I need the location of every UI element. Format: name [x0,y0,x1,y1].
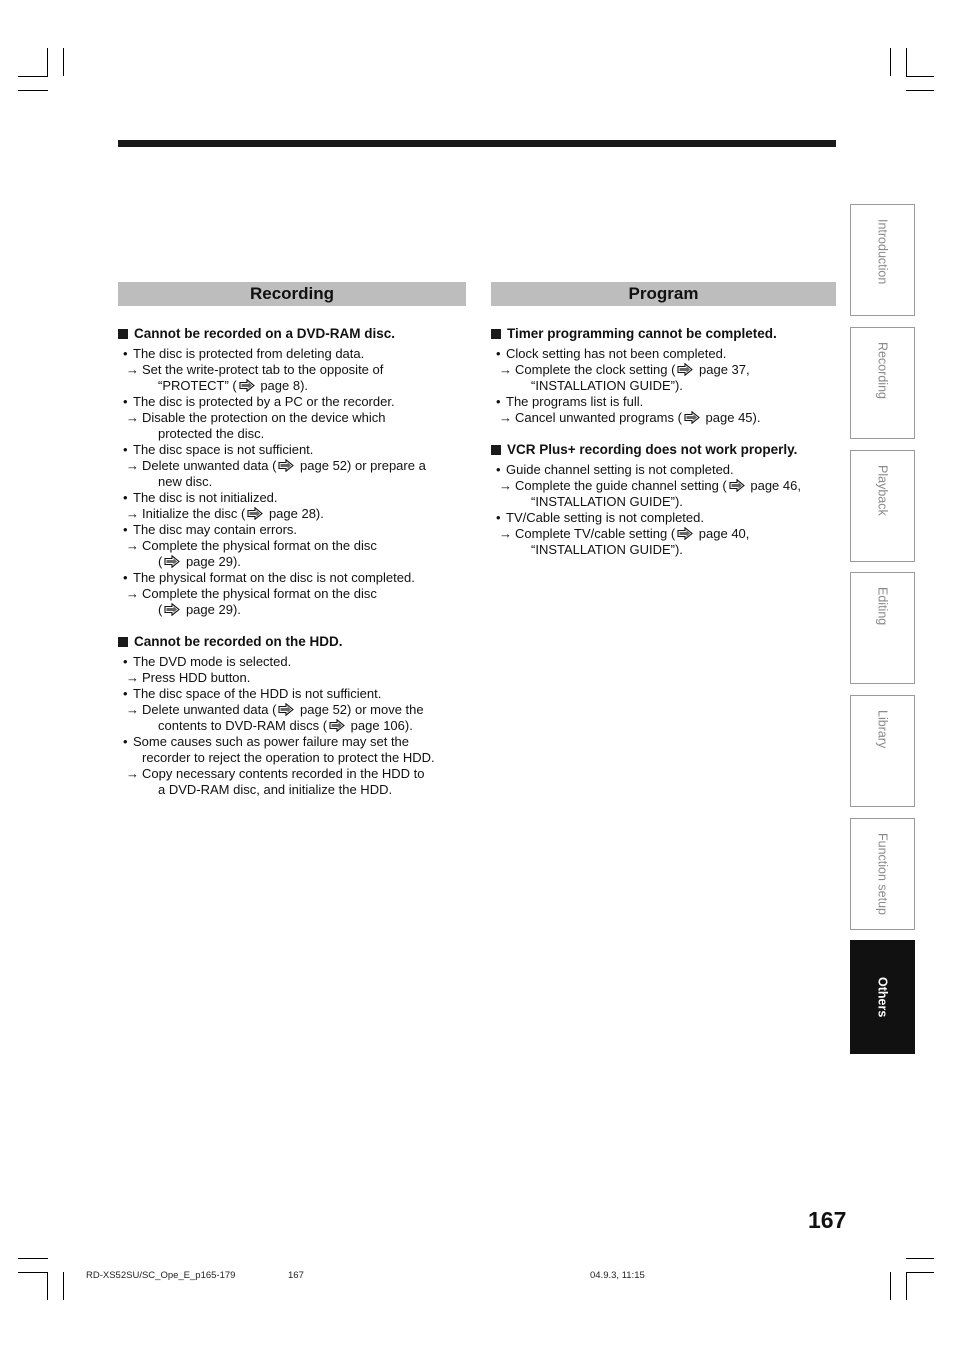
solution-line: “INSTALLATION GUIDE”). [531,542,683,557]
crop-mark [47,1272,48,1300]
tab-others[interactable] [850,940,915,1054]
crop-mark [890,48,891,76]
square-bullet-icon [118,637,128,647]
page-reference-arrow-icon [247,507,263,520]
solution-line: → Delete unwanted data ( page 52) or prepare a [126,458,426,473]
solution-line: protected the disc. [158,426,265,441]
page-reference-arrow-icon [677,527,693,540]
page-reference-arrow-icon [684,411,700,424]
solution-line: → Complete the physical format on the disc [126,538,377,553]
page-number: 167 [808,1207,847,1233]
right-arrow-icon: → [499,362,512,377]
list-item: • The disc space of the HDD is not sufficient. [118,686,468,702]
page-reference-arrow-icon [239,379,255,392]
list-item: • The programs list is full. [491,394,836,410]
page-reference-arrow-icon [278,459,294,472]
list-item-continuation: recorder to reject the operation to protect the HDD. [142,750,435,765]
tab-recording[interactable] [850,327,915,439]
solution-line: → Delete unwanted data ( page 52) or move the [126,702,424,717]
right-arrow-icon: → [126,506,139,521]
list-item: • The disc may contain errors. [118,522,468,538]
list-item: • The disc is not initialized. [118,490,468,506]
solution-line: contents to DVD-RAM discs ( page 106). [158,718,413,733]
list-item: • The physical format on the disc is not completed. [118,570,468,586]
crop-mark [18,90,48,91]
crop-mark [63,1272,64,1300]
solution-line: a DVD-RAM disc, and initialize the HDD. [158,782,393,797]
list-item: • The disc is protected by a PC or the recorder. [118,394,468,410]
section-title: VCR Plus+ recording does not work properly. [491,442,836,458]
page-reference-arrow-icon [729,479,745,492]
solution-line: “PROTECT” ( page 8). [158,378,309,393]
tab-function-setup[interactable] [850,818,915,930]
recording-heading: Recording [118,282,466,306]
right-arrow-icon: → [126,410,139,425]
crop-mark [18,1258,48,1259]
tab-label: Recording [875,342,890,399]
section-title: Timer programming cannot be completed. [491,326,836,342]
right-arrow-icon: → [126,670,139,685]
square-bullet-icon [491,445,501,455]
list-item: • Guide channel setting is not completed. [491,462,836,478]
crop-mark [18,1272,48,1273]
page-reference-arrow-icon [677,363,693,376]
crop-mark [47,48,48,76]
tab-label: Library [875,710,890,749]
list-item: • Some causes such as power failure may set the [118,734,468,750]
solution-line: → Complete the clock setting ( page 37, [499,362,750,377]
footer-datetime: 04.9.3, 11:15 [590,1270,645,1281]
tab-introduction[interactable] [850,204,915,316]
tab-library[interactable] [850,695,915,807]
crop-mark [18,76,48,77]
solution-line: → Copy necessary contents recorded in the HDD to [126,766,425,781]
crop-mark [906,90,934,91]
solution-line: → Initialize the disc ( page 28). [126,506,324,521]
crop-mark [906,48,907,76]
solution-line: “INSTALLATION GUIDE”). [531,378,683,393]
page-reference-arrow-icon [164,555,180,568]
solution-line: → Press HDD button. [126,670,251,685]
page-reference-arrow-icon [278,703,294,716]
right-arrow-icon: → [126,362,139,377]
tab-label: Function setup [875,833,890,915]
tab-label: Playback [875,465,890,516]
crop-mark [906,1258,934,1259]
list-item: • The disc is protected from deleting data. [118,346,468,362]
program-heading: Program [491,282,836,306]
tab-playback[interactable] [850,450,915,562]
program-column [491,326,836,558]
solution-line: → Disable the protection on the device which [126,410,386,425]
right-arrow-icon: → [126,586,139,601]
page-reference-arrow-icon [329,719,345,732]
right-arrow-icon: → [499,526,512,541]
solution-line: → Complete the physical format on the disc [126,586,377,601]
crop-mark [906,1272,907,1300]
right-arrow-icon: → [126,766,139,781]
right-arrow-icon: → [499,410,512,425]
crop-mark [890,1272,891,1300]
solution-line: ( page 29). [158,554,241,569]
section-title: Cannot be recorded on a DVD-RAM disc. [118,326,468,342]
list-item: • The DVD mode is selected. [118,654,468,670]
crop-mark [63,48,64,76]
section-title: Cannot be recorded on the HDD. [118,634,468,650]
solution-line: → Complete the guide channel setting ( page 46, [499,478,801,493]
solution-line: “INSTALLATION GUIDE”). [531,494,683,509]
tab-editing[interactable] [850,572,915,684]
list-item: • TV/Cable setting is not completed. [491,510,836,526]
footer-page: 167 [288,1270,304,1281]
list-item: • Clock setting has not been completed. [491,346,836,362]
crop-mark [906,1272,934,1273]
header-rule [118,140,836,147]
tab-label: Others [875,977,890,1018]
square-bullet-icon [491,329,501,339]
page-reference-arrow-icon [164,603,180,616]
solution-line: ( page 29). [158,602,241,617]
right-arrow-icon: → [126,702,139,717]
square-bullet-icon [118,329,128,339]
solution-line: → Complete TV/cable setting ( page 40, [499,526,750,541]
right-arrow-icon: → [499,478,512,493]
solution-line: → Set the write-protect tab to the opposite of [126,362,384,377]
right-arrow-icon: → [126,538,139,553]
crop-mark [906,76,934,77]
solution-line: → Cancel unwanted programs ( page 45). [499,410,761,425]
list-item: • The disc space is not sufficient. [118,442,468,458]
solution-line: new disc. [158,474,213,489]
tab-label: Editing [875,587,890,626]
footer-file: RD-XS52SU/SC_Ope_E_p165-179 [86,1270,236,1281]
recording-column [118,326,468,798]
tab-label: Introduction [875,219,890,285]
right-arrow-icon: → [126,458,139,473]
